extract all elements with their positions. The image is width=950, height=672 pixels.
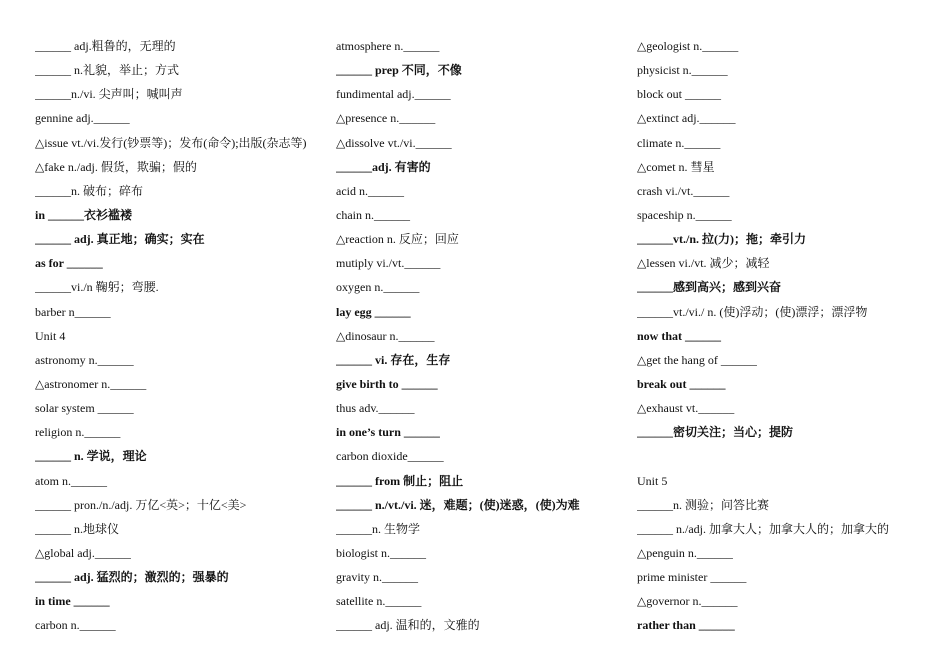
vocab-entry: lay egg ______ [336, 304, 411, 319]
vocab-entry: ______ from 制止；阻止 [336, 473, 464, 488]
vocab-entry: break out ______ [637, 376, 726, 391]
vocab-entry: religion n.______ [35, 425, 121, 440]
vocab-entry: physicist n.______ [637, 63, 728, 78]
vocab-entry: chain n.______ [336, 207, 410, 222]
vocab-entry: △extinct adj.______ [637, 111, 736, 126]
vocab-entry: ______ vi. 存在，生存 [336, 352, 451, 367]
vocab-column-1 [35, 34, 330, 638]
vocab-entry: ______n./vi. 尖声叫；喊叫声 [35, 87, 183, 102]
vocab-column-3 [637, 34, 932, 638]
vocab-entry: atom n.______ [35, 473, 107, 488]
vocab-entry: mutiply vi./vt.______ [336, 256, 441, 271]
vocab-entry: △comet n. 彗星 [637, 159, 715, 174]
vocab-entry: △fake n./adj. 假货，欺骗；假的 [35, 159, 197, 174]
vocab-entry: △lessen vi./vt. 减少；减轻 [637, 256, 770, 271]
vocab-entry: solar system ______ [35, 401, 134, 416]
vocab-entry: carbon n.______ [35, 618, 116, 633]
vocab-entry: △penguin n.______ [637, 545, 733, 560]
vocab-entry: ______n. 测验；问答比赛 [637, 497, 770, 512]
vocab-entry: ______ prep 不同，不像 [336, 63, 462, 78]
vocab-entry: Unit 5 [637, 473, 668, 488]
vocab-entry: △governor n.______ [637, 594, 738, 609]
vocab-entry: rather than ______ [637, 618, 735, 633]
vocab-entry: give birth to ______ [336, 376, 438, 391]
vocab-entry: ______ n./adj. 加拿大人；加拿大人的；加拿大的 [637, 521, 889, 536]
vocab-entry: gravity n.______ [336, 570, 418, 585]
vocab-entry: ______ adj. 真正地；确实；实在 [35, 232, 205, 247]
vocab-entry: ______n. 生物学 [336, 521, 421, 536]
vocab-entry: ______ n.礼貌，举止；方式 [35, 63, 180, 78]
vocab-entry: △dissolve vt./vi.______ [336, 135, 452, 150]
vocab-entry: now that ______ [637, 328, 722, 343]
vocab-entry: ______vt./n. 拉(力)；拖；牵引力 [637, 232, 806, 247]
vocab-entry: ______ pron./n./adj. 万亿<英>；十亿<美> [35, 497, 247, 512]
vocab-entry [637, 444, 932, 468]
vocab-column-2 [336, 34, 631, 638]
vocab-entry: in one’s turn ______ [336, 425, 440, 440]
vocab-entry: ______ n.地球仪 [35, 521, 120, 536]
vocab-entry: climate n.______ [637, 135, 721, 150]
vocab-entry: barber n______ [35, 304, 111, 319]
vocab-entry: crash vi./vt.______ [637, 183, 730, 198]
vocab-entry: fundimental adj.______ [336, 87, 451, 102]
vocab-entry: ______vt./vi./ n. (使)浮动；(使)漂浮；漂浮物 [637, 304, 868, 319]
vocab-entry: block out ______ [637, 87, 721, 102]
vocab-entry: △global adj.______ [35, 545, 131, 560]
vocab-entry: △dinosaur n.______ [336, 328, 435, 343]
vocab-entry: spaceship n.______ [637, 207, 732, 222]
vocab-entry: in ______衣衫褴褛 [35, 207, 133, 222]
vocab-entry: ______ adj.粗鲁的，无理的 [35, 39, 176, 53]
vocab-entry: thus adv.______ [336, 401, 415, 416]
vocab-entry: carbon dioxide______ [336, 449, 444, 464]
vocab-entry: ______ n./vt./vi. 迷，难题；(使)迷惑，(使)为难 [336, 497, 580, 512]
vocab-entry: prime minister ______ [637, 570, 747, 585]
vocab-entry: acid n.______ [336, 183, 404, 198]
vocab-entry: △get the hang of ______ [637, 352, 757, 367]
vocab-entry: △presence n.______ [336, 111, 436, 126]
vocab-entry: ______ adj. 猛烈的；激烈的；强暴的 [35, 570, 229, 585]
vocab-entry: ______vi./n 鞠躬；弯腰. [35, 280, 159, 295]
vocab-entry: astronomy n.______ [35, 352, 134, 367]
vocab-entry: gennine adj.______ [35, 111, 130, 126]
vocab-entry: △reaction n. 反应；回应 [336, 232, 459, 247]
vocab-entry: ______ adj. 温和的，文雅的 [336, 618, 480, 633]
vocab-entry: ______ n. 学说，理论 [35, 449, 147, 464]
vocab-entry: satellite n.______ [336, 594, 422, 609]
vocab-entry: △astronomer n.______ [35, 376, 147, 391]
vocab-entry: ______感到高兴；感到兴奋 [637, 280, 782, 295]
vocab-entry: △geologist n.______ [637, 39, 739, 53]
vocab-entry: in time ______ [35, 594, 110, 609]
vocab-entry: biologist n.______ [336, 545, 427, 560]
vocab-entry: △issue vt./vi.发行(钞票等)；发布(命令);出版(杂志等) [35, 135, 307, 150]
vocab-entry: oxygen n.______ [336, 280, 420, 295]
vocab-entry: ______密切关注；当心；提防 [637, 425, 794, 440]
vocab-entry: △exhaust vt.______ [637, 401, 735, 416]
vocab-entry: ______n. 破布；碎布 [35, 183, 144, 198]
vocab-entry: as for ______ [35, 256, 103, 271]
vocab-entry: ______adj. 有害的 [336, 159, 431, 174]
vocab-entry: atmosphere n.______ [336, 39, 440, 53]
vocab-entry: Unit 4 [35, 328, 66, 343]
